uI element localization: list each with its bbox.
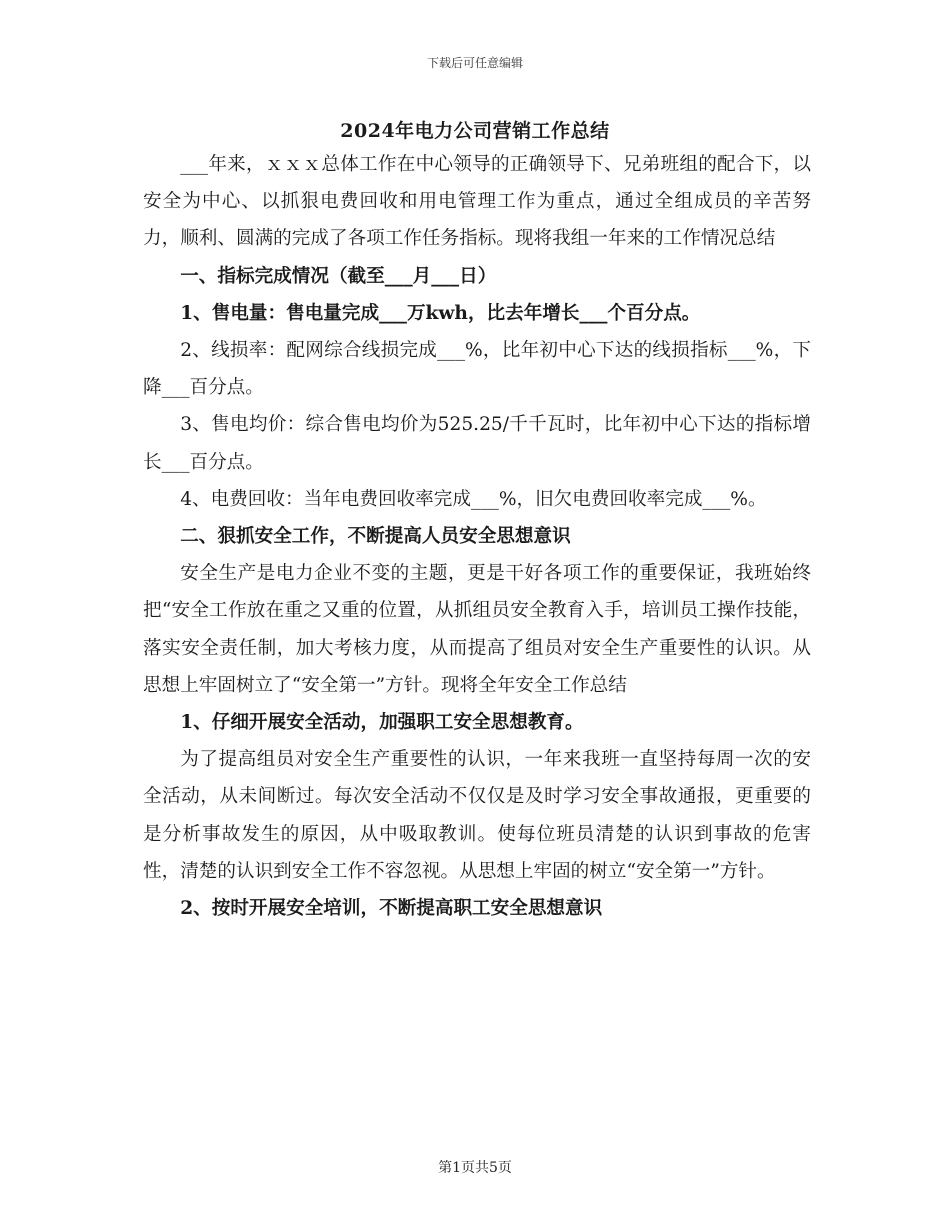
safety-activities-paragraph: 为了提高组员对安全生产重要性的认识，一年来我班一直坚持每周一次的安全活动，从未间断过。每次安全活动不仅仅是及时学习安全事故通报，更重要的是分析事故发生的原因，从中吸取教训。使每位班员清楚的认识到事故的危害性，清楚的认识到安全工作不容忽视。从思想上牢固的树立“安全第一”方针。 [143, 749, 811, 882]
subheading-safety-training: 2、按时开展安全培训，不断提高职工安全思想意识 [180, 898, 603, 920]
section-heading-2: 二、狠抓安全工作，不断提高人员安全思想意识 [180, 526, 571, 548]
document-body [143, 146, 811, 927]
indicator-line-loss: 2、线损率：配网综合线损完成___%，比年初中心下达的线损指标___%，下降___百分点。 [143, 340, 811, 399]
section-heading-1: 一、指标完成情况（截至___月___日） [180, 265, 497, 287]
indicator-fee-recovery: 4、电费回收：当年电费回收率完成___%，旧欠电费回收率完成___%。 [180, 488, 767, 510]
page-footer: 第1页共5页 [438, 1160, 512, 1176]
safety-paragraph: 安全生产是电力企业不变的主题，更是干好各项工作的重要保证，我班始终把“安全工作放在重之又重的位置，从抓组员安全教育入手，培训员工操作技能，落实安全责任制，加大考核力度，从而提高了组员对安全生产重要性的认识。从思想上牢固树立了“安全第一”方针。现将全年安全工作总结 [143, 563, 811, 696]
indicator-sales-volume: 1、售电量：售电量完成___万kwh，比去年增长___个百分点。 [180, 302, 701, 324]
header-note: 下载后可任意编辑 [426, 56, 523, 70]
intro-paragraph: ___年来，ｘｘｘ总体工作在中心领导的正确领导下、兄弟班组的配合下，以安全为中心、以抓狠电费回收和用电管理工作为重点，通过全组成员的辛苦努力，顺利、圆满的完成了各项工作任务指标。现将我组一年来的工作情况总结 [143, 154, 811, 250]
document-title: 2024年电力公司营销工作总结 [340, 120, 610, 142]
indicator-average-price: 3、售电均价：综合售电均价为525.25/千千瓦时，比年初中心下达的指标增长___百分点。 [143, 414, 811, 473]
subheading-safety-activities: 1、仔细开展安全活动，加强职工安全思想教育。 [180, 712, 584, 734]
